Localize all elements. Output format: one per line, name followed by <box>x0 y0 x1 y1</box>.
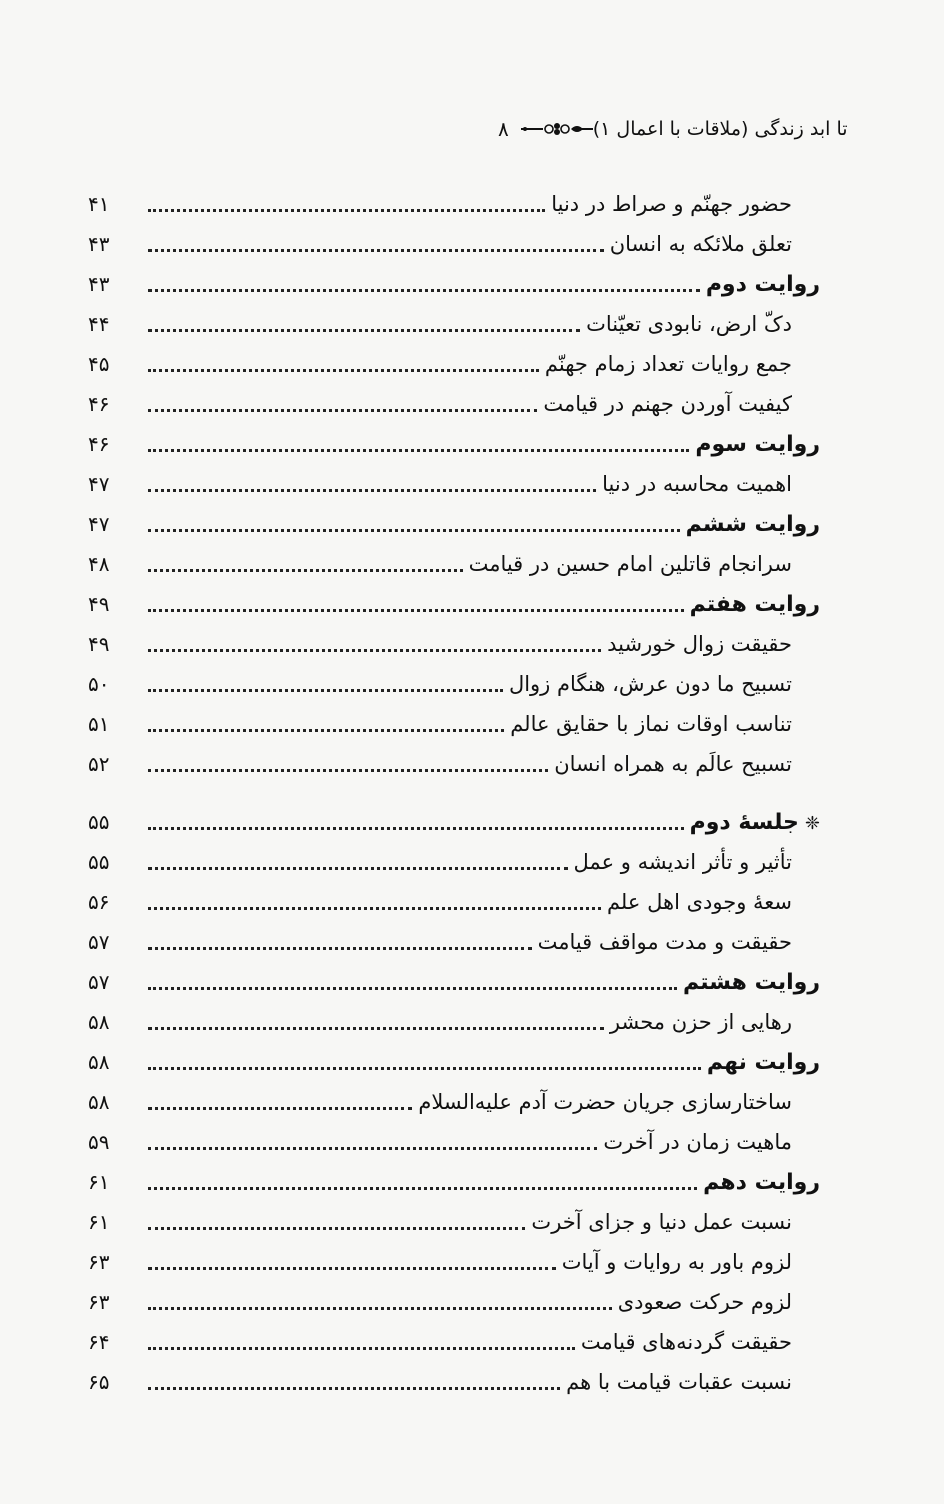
toc-entry <box>88 304 820 344</box>
toc-entry <box>88 962 820 1002</box>
toc-title-text: لزوم باور به روایات و آیات <box>561 1250 792 1274</box>
toc-page-number: ۴۶ <box>88 392 110 416</box>
toc-title-text: حقیقت و مدت مواقف قیامت <box>537 930 792 954</box>
dot-leader <box>148 1385 560 1390</box>
dot-leader <box>148 607 684 612</box>
toc-page-number: ۵۷ <box>88 970 110 994</box>
dot-leader <box>148 865 568 870</box>
toc-title <box>510 712 820 736</box>
toc-entry <box>88 504 820 544</box>
toc-title <box>586 312 820 336</box>
toc-page-number: ۴۶ <box>88 432 110 456</box>
toc-entry <box>88 1122 820 1162</box>
dot-leader <box>148 1345 575 1350</box>
toc-title-text: روایت نهم <box>706 1049 820 1075</box>
toc-page-number: ۵۲ <box>88 752 110 776</box>
toc-title <box>418 1090 820 1114</box>
toc-entry <box>88 1002 820 1042</box>
toc-title <box>469 552 820 576</box>
toc-page-number: ۵۵ <box>88 850 110 874</box>
dot-leader <box>148 767 548 772</box>
toc-entry <box>88 882 820 922</box>
toc-title <box>703 1170 820 1195</box>
dot-leader <box>148 1305 612 1310</box>
dot-leader <box>148 327 580 332</box>
toc-title-text: روایت هفتم <box>689 591 820 617</box>
toc-title <box>707 1050 820 1075</box>
dot-leader <box>148 527 680 532</box>
toc-page-number: ۶۴ <box>88 1330 110 1354</box>
dot-leader <box>148 1265 556 1270</box>
floral-ornament-icon <box>521 121 593 137</box>
toc-title <box>538 930 820 954</box>
toc-page-number: ۴۸ <box>88 552 110 576</box>
toc-title-text: ماهیت زمان در آخرت <box>603 1130 792 1154</box>
toc-title-text: رهایی از حزن محشر <box>609 1010 792 1034</box>
toc-page-number: ۴۹ <box>88 632 110 656</box>
dot-leader <box>148 1105 412 1110</box>
toc-entry <box>88 544 820 584</box>
toc-entry <box>88 184 820 224</box>
dot-leader <box>148 647 601 652</box>
toc-title-text: سعهٔ وجودی اهل علم <box>606 890 792 914</box>
toc-title <box>686 512 820 537</box>
toc-title <box>610 1010 820 1034</box>
toc-title <box>554 752 820 776</box>
toc-page-number: ۵۱ <box>88 712 110 736</box>
toc-title-text: روایت سوم <box>695 431 820 457</box>
toc-page-number: ۴۹ <box>88 592 110 616</box>
toc-title-text: حقیقت زوال خورشید <box>607 632 792 656</box>
toc-title-text: روایت ششم <box>685 511 820 537</box>
toc-title <box>566 1370 820 1394</box>
dot-leader <box>148 447 689 452</box>
toc-title <box>531 1210 820 1234</box>
toc-page-number: ۴۱ <box>88 192 110 216</box>
asterisk-icon: ❈ <box>804 812 820 834</box>
toc-page-number: ۵۶ <box>88 890 110 914</box>
toc-title <box>607 632 820 656</box>
toc-title-text: اهمیت محاسبه در دنیا <box>602 472 792 496</box>
toc-title <box>610 232 820 256</box>
running-header <box>480 112 848 146</box>
book-title: تا ابد زندگی (ملاقات با اعمال ۱) <box>592 118 848 140</box>
toc-entry <box>88 1242 820 1282</box>
toc-entry <box>88 922 820 962</box>
toc-page-number: ۴۴ <box>88 312 110 336</box>
toc-entry <box>88 384 820 424</box>
toc-entry <box>88 842 820 882</box>
toc-title-text: روایت هشتم <box>683 969 820 995</box>
toc-entry <box>88 1282 820 1322</box>
toc-page-number: ۵۵ <box>88 810 110 834</box>
toc-entry <box>88 704 820 744</box>
toc-page-number: ۵۰ <box>88 672 110 696</box>
toc-title <box>602 472 820 496</box>
toc-title-text: جمع روایات تعداد زمام جهنّم <box>544 352 792 376</box>
toc-page-number: ۴۳ <box>88 232 110 256</box>
toc-page-number: ۵۸ <box>88 1010 110 1034</box>
toc-title <box>607 890 820 914</box>
dot-leader <box>148 1065 701 1070</box>
toc-title-text: نسبت عمل دنیا و جزای آخرت <box>531 1210 792 1234</box>
dot-leader <box>148 207 545 212</box>
dot-leader <box>148 687 503 692</box>
dot-leader <box>148 367 539 372</box>
toc-page-number: ۶۱ <box>88 1210 110 1234</box>
dot-leader <box>148 1025 604 1030</box>
toc-entry <box>88 1082 820 1122</box>
toc-entry <box>88 1042 820 1082</box>
toc-title-text: حضور جهنّم و صراط در دنیا <box>551 192 792 216</box>
dot-leader <box>148 287 700 292</box>
toc-entry <box>88 224 820 264</box>
toc-page-number: ۴۵ <box>88 352 110 376</box>
toc-entry <box>88 344 820 384</box>
toc-title <box>603 1130 820 1154</box>
toc-entry <box>88 424 820 464</box>
dot-leader <box>148 985 677 990</box>
toc-page-number: ۴۳ <box>88 272 110 296</box>
toc-title-text: تأثیر و تأثر اندیشه و عمل <box>573 850 792 874</box>
toc-entry <box>88 584 820 624</box>
toc-entry <box>88 1162 820 1202</box>
toc-title-text: تسبیح عالَم به همراه انسان <box>554 752 792 776</box>
dot-leader <box>148 945 532 950</box>
toc-title-text: تعلق ملائکه به انسان <box>609 232 792 256</box>
toc-page-number: ۵۹ <box>88 1130 110 1154</box>
dot-leader <box>148 1185 697 1190</box>
toc-title-text: ساختارسازی جریان حضرت آدم علیه‌السلام <box>418 1090 792 1114</box>
toc-title-text: جلسهٔ دوم <box>689 809 799 835</box>
toc-page-number: ۶۳ <box>88 1250 110 1274</box>
toc-title <box>690 592 820 617</box>
toc-entry <box>88 664 820 704</box>
dot-leader <box>148 1145 597 1150</box>
toc-page-number: ۵۷ <box>88 930 110 954</box>
page-number: ۸ <box>498 117 509 141</box>
toc-title <box>706 272 820 297</box>
dot-leader <box>148 1225 525 1230</box>
dot-leader <box>148 567 463 572</box>
toc-page-number: ۶۳ <box>88 1290 110 1314</box>
toc-title <box>509 672 820 696</box>
toc-page-number: ۶۱ <box>88 1170 110 1194</box>
toc-page-number: ۵۸ <box>88 1090 110 1114</box>
toc-title-text: روایت دوم <box>705 271 820 297</box>
toc-title <box>545 352 820 376</box>
toc-page-number: ۵۸ <box>88 1050 110 1074</box>
toc-title <box>543 392 820 416</box>
dot-leader <box>148 487 596 492</box>
dot-leader <box>148 825 684 830</box>
toc-title <box>695 432 820 457</box>
toc-title-text: دکّ ارض، نابودی تعیّنات <box>586 312 792 336</box>
toc-entry <box>88 802 820 842</box>
toc-title-text: حقیقت گردنه‌های قیامت <box>580 1330 792 1354</box>
toc-entry <box>88 744 820 784</box>
dot-leader <box>148 247 604 252</box>
toc-entry <box>88 264 820 304</box>
dot-leader <box>148 905 601 910</box>
toc-page-number: ۶۵ <box>88 1370 110 1394</box>
toc-title <box>581 1330 820 1354</box>
toc-title-text: تسبیح ما دون عرش، هنگام زوال <box>508 672 792 696</box>
toc-entry <box>88 464 820 504</box>
toc-entry <box>88 1362 820 1402</box>
toc-title <box>574 850 820 874</box>
toc-title <box>562 1250 820 1274</box>
toc-title-text: روایت دهم <box>703 1169 820 1195</box>
toc-title-text: کیفیت آوردن جهنم در قیامت <box>543 392 792 416</box>
toc-title <box>618 1290 820 1314</box>
toc-entry <box>88 1202 820 1242</box>
toc-title-text: نسبت عقبات قیامت با هم <box>566 1370 792 1394</box>
toc-page-number: ۴۷ <box>88 472 110 496</box>
toc-title <box>683 970 820 995</box>
toc-entry <box>88 1322 820 1362</box>
table-of-contents <box>88 184 820 1402</box>
toc-page-number: ۴۷ <box>88 512 110 536</box>
toc-title-text: لزوم حرکت صعودی <box>617 1290 792 1314</box>
toc-title-text: تناسب اوقات نماز با حقایق عالم <box>510 712 792 736</box>
toc-title <box>551 192 820 216</box>
dot-leader <box>148 727 504 732</box>
toc-entry <box>88 624 820 664</box>
dot-leader <box>148 407 537 412</box>
toc-title <box>690 810 820 835</box>
toc-title-text: سرانجام قاتلین امام حسین در قیامت <box>468 552 792 576</box>
